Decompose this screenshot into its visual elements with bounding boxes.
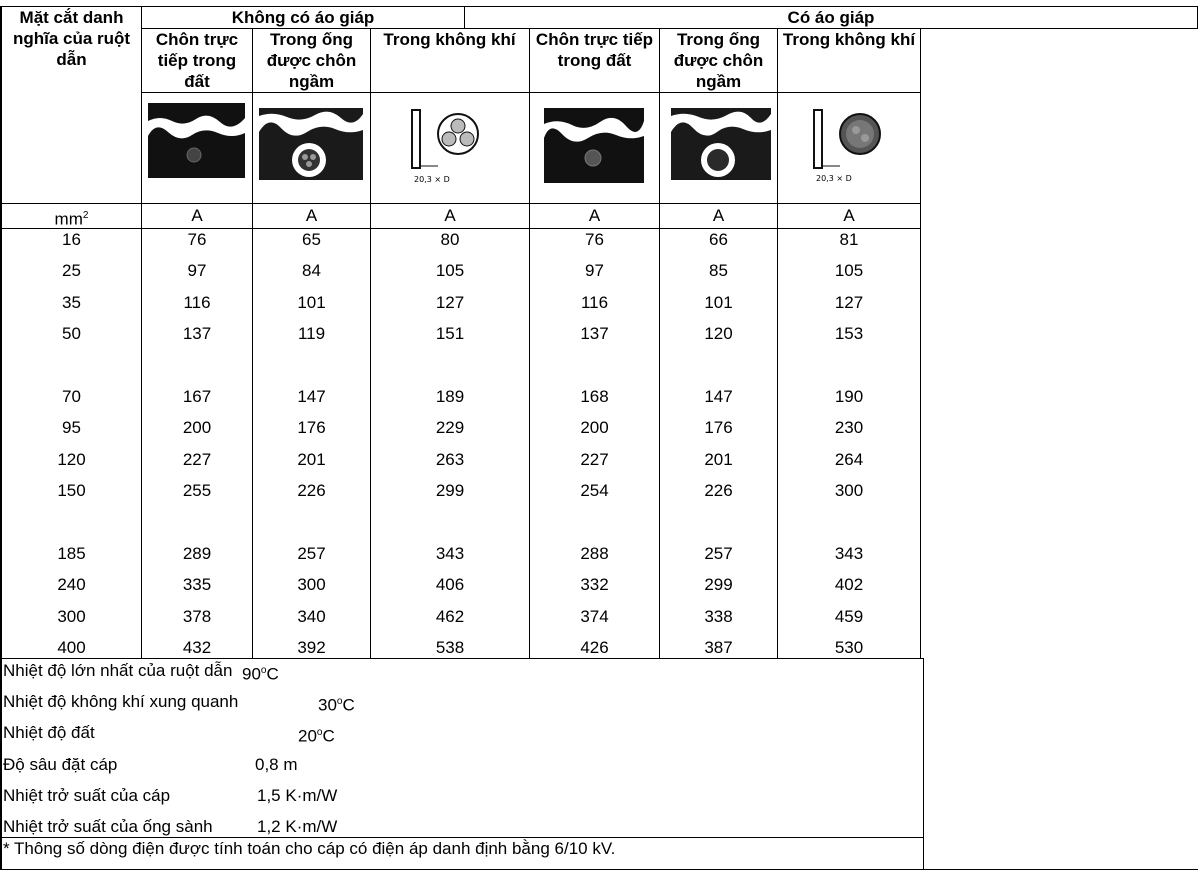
current-value: 338 — [704, 607, 733, 626]
current-value: 264 — [834, 450, 864, 469]
data-bottom-line — [0, 658, 923, 659]
current-value: 538 — [435, 638, 465, 657]
section-value: 25 — [62, 261, 81, 280]
current-value: 101 — [704, 293, 733, 312]
current-value: 227 — [580, 450, 609, 469]
duct-burial-image-unarmored — [259, 108, 363, 180]
header-border-right — [1197, 6, 1198, 28]
condition-value: 90$^o$C — [242, 664, 279, 684]
subheader-unarmored-air: Trong không khí — [383, 30, 516, 49]
current-value: 392 — [297, 638, 326, 657]
footnote: * Thông số dòng điện được tính toán cho cáp có điện áp danh định bằng 6/10 kV. — [3, 839, 616, 858]
current-value: 153 — [834, 324, 864, 343]
current-value: 226 — [297, 481, 326, 500]
section-value: 300 — [57, 607, 86, 626]
section-value: 16 — [62, 230, 81, 249]
current-value: 343 — [435, 544, 465, 563]
notes-border-right — [923, 658, 924, 870]
current-value: 85 — [709, 261, 728, 280]
current-value: 76 — [585, 230, 604, 249]
current-value: 378 — [182, 607, 212, 626]
current-value: 66 — [709, 230, 728, 249]
section-value: 240 — [57, 575, 86, 594]
direct-burial-image-unarmored — [148, 103, 245, 178]
current-value: 230 — [834, 418, 864, 437]
current-value: 76 — [187, 230, 207, 249]
col-line-7 — [920, 28, 921, 658]
current-value: 84 — [302, 261, 321, 280]
current-value: 227 — [182, 450, 212, 469]
section-value: 35 — [62, 293, 81, 312]
current-value: 406 — [435, 575, 465, 594]
current-value: 299 — [704, 575, 733, 594]
condition-label: Nhiệt độ không khí xung quanh — [3, 692, 239, 711]
section-value: 50 — [62, 324, 81, 343]
current-value: 127 — [435, 293, 465, 312]
table-border-bottom — [0, 869, 1198, 870]
current-value: 402 — [834, 575, 864, 594]
section-value: 400 — [57, 638, 86, 657]
section-value: 120 — [57, 450, 86, 469]
current-value: 189 — [435, 387, 465, 406]
current-value: 299 — [435, 481, 465, 500]
current-value: 190 — [834, 387, 864, 406]
in-air-caption-armored: 20,3 × D — [816, 174, 852, 183]
current-value: 119 — [297, 324, 326, 343]
current-value: 80 — [440, 230, 460, 249]
condition-value: 30$^o$C — [318, 695, 355, 715]
section-value: 95 — [62, 418, 81, 437]
unit-section: $mm^2$ — [54, 209, 89, 229]
group-header-armored: Có áo giáp — [787, 8, 875, 27]
current-value: 120 — [704, 324, 733, 343]
condition-label: Độ sâu đặt cáp — [3, 755, 118, 774]
condition-value: 20$^o$C — [298, 726, 335, 746]
current-value: 300 — [297, 575, 326, 594]
section-value: 70 — [62, 387, 81, 406]
current-value: 65 — [302, 230, 321, 249]
unit-current: A — [588, 206, 601, 225]
current-value: 201 — [297, 450, 326, 469]
current-value: 300 — [834, 481, 864, 500]
current-value: 127 — [834, 293, 864, 312]
current-value: 201 — [704, 450, 733, 469]
current-value: 462 — [435, 607, 465, 626]
subheader-unarmored-direct: Chôn trực tiếp trong đất — [155, 30, 239, 91]
current-value: 257 — [297, 544, 326, 563]
subheader-underline — [141, 92, 921, 93]
current-value: 343 — [834, 544, 864, 563]
current-value: 151 — [435, 324, 465, 343]
current-value: 147 — [704, 387, 733, 406]
current-value: 459 — [834, 607, 864, 626]
condition-value: 0,8 m — [255, 755, 298, 774]
current-value: 167 — [182, 387, 212, 406]
current-value: 257 — [704, 544, 733, 563]
current-value: 387 — [704, 638, 733, 657]
current-value: 288 — [580, 544, 609, 563]
table-border-left — [0, 6, 2, 870]
current-value: 332 — [580, 575, 609, 594]
current-value: 340 — [297, 607, 326, 626]
section-header: Mặt cắt danh nghĩa của ruột dẫn — [12, 8, 131, 69]
duct-burial-image-armored — [671, 108, 771, 180]
current-value: 137 — [182, 324, 212, 343]
current-value: 289 — [182, 544, 212, 563]
current-value: 263 — [435, 450, 465, 469]
condition-label: Nhiệt trở suất của cáp — [3, 786, 171, 805]
current-value: 116 — [183, 293, 211, 312]
current-value: 200 — [580, 418, 609, 437]
current-value: 200 — [182, 418, 212, 437]
image-row-underline — [0, 203, 921, 204]
current-value: 229 — [435, 418, 465, 437]
subheader-unarmored-duct: Trong ống được chôn ngầm — [266, 30, 357, 91]
current-value: 105 — [435, 261, 465, 280]
current-value: 137 — [580, 324, 609, 343]
current-value: 116 — [580, 293, 609, 312]
condition-value: 1,2 K·m/W — [257, 817, 338, 836]
condition-label: Nhiệt độ lớn nhất của ruột dẫn — [3, 661, 233, 680]
current-value: 101 — [297, 293, 326, 312]
current-value: 176 — [704, 418, 733, 437]
unit-current: A — [843, 206, 855, 225]
condition-label: Nhiệt độ đất — [3, 723, 95, 742]
current-value: 255 — [182, 481, 212, 500]
direct-burial-image-armored — [544, 108, 644, 183]
current-value: 335 — [182, 575, 212, 594]
group-header-unarmored: Không có áo giáp — [231, 8, 375, 27]
current-value: 432 — [182, 638, 212, 657]
unit-current: A — [444, 206, 456, 225]
current-value: 226 — [704, 481, 733, 500]
unit-current: A — [712, 206, 725, 225]
current-value: 147 — [297, 387, 326, 406]
in-air-caption-unarmored: 20,3 × D — [414, 175, 450, 184]
current-value: 97 — [187, 261, 207, 280]
current-value: 254 — [580, 481, 609, 500]
section-value: 150 — [57, 481, 86, 500]
current-value: 168 — [580, 387, 609, 406]
unit-current: A — [305, 206, 318, 225]
condition-value: 1,5 K·m/W — [257, 786, 338, 805]
section-value: 185 — [57, 544, 86, 563]
current-value: 426 — [580, 638, 609, 657]
current-value: 97 — [585, 261, 604, 280]
subheader-armored-direct: Chôn trực tiếp trong đất — [535, 30, 654, 70]
subheader-armored-air: Trong không khí — [782, 30, 916, 49]
current-value: 81 — [839, 230, 859, 249]
current-value: 530 — [834, 638, 864, 657]
current-value: 176 — [297, 418, 326, 437]
current-value: 105 — [834, 261, 864, 280]
condition-label: Nhiệt trở suất của ống sành — [3, 817, 213, 836]
current-value: 374 — [580, 607, 609, 626]
notes-divider — [0, 837, 923, 838]
unit-current: A — [191, 206, 203, 225]
subheader-armored-duct: Trong ống được chôn ngầm — [673, 30, 764, 91]
